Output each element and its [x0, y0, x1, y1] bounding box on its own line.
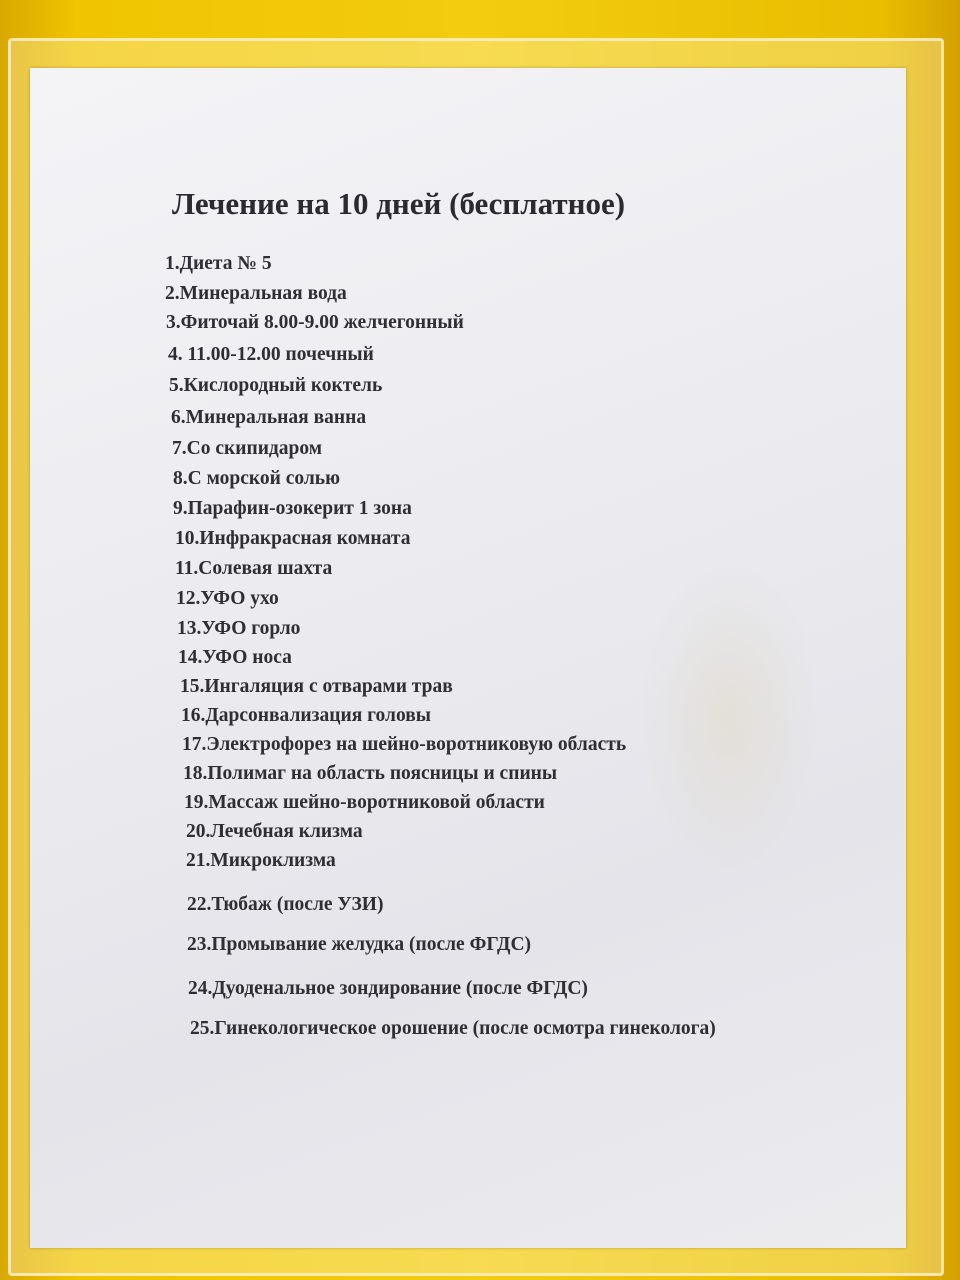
treatment-list-item: 4. 11.00-12.00 почечный	[168, 344, 374, 365]
treatment-list-item: 12.УФО ухо	[176, 588, 279, 609]
treatment-list-item: 18.Полимаг на область поясницы и спины	[183, 763, 558, 784]
treatment-list-item: 24.Дуоденальное зондирование (после ФГДС)	[188, 978, 588, 999]
treatment-list-item: 19.Массаж шейно-воротниковой области	[184, 792, 545, 813]
reflection-glare	[640, 560, 820, 880]
treatment-list-item: 21.Микроклизма	[186, 850, 336, 871]
document-title: Лечение на 10 дней (бесплатное)	[172, 186, 626, 221]
treatment-list-item: 13.УФО горло	[177, 618, 301, 639]
treatment-list-item: 20.Лечебная клизма	[186, 821, 363, 842]
treatment-list-item: 2.Минеральная вода	[165, 283, 347, 304]
treatment-list-item: 15.Ингаляция с отварами трав	[180, 676, 453, 697]
treatment-list-item: 1.Диета № 5	[165, 253, 272, 274]
treatment-list-item: 8.С морской солью	[173, 468, 340, 489]
treatment-list-item: 6.Минеральная ванна	[171, 407, 367, 428]
treatment-list-item: 10.Инфракрасная комната	[175, 528, 411, 549]
treatment-list-item: 23.Промывание желудка (после ФГДС)	[187, 934, 532, 955]
treatment-list-item: 5.Кислородный коктель	[169, 375, 383, 396]
treatment-list-item: 17.Электрофорез на шейно-воротниковую область	[182, 734, 627, 755]
treatment-list-item: 9.Парафин-озокерит 1 зона	[173, 498, 412, 519]
treatment-list-item: 25.Гинекологическое орошение (после осмотра гинеколога)	[190, 1018, 716, 1039]
treatment-list-item: 22.Тюбаж (после УЗИ)	[187, 894, 384, 915]
treatment-list-item: 14.УФО носа	[178, 647, 292, 668]
treatment-list-item: 16.Дарсонвализация головы	[181, 705, 431, 726]
treatment-list-item: 7.Со скипидаром	[172, 438, 323, 459]
treatment-list-item: 3.Фиточай 8.00-9.00 желчегонный	[166, 312, 464, 333]
treatment-list-item: 11.Солевая шахта	[175, 558, 333, 579]
